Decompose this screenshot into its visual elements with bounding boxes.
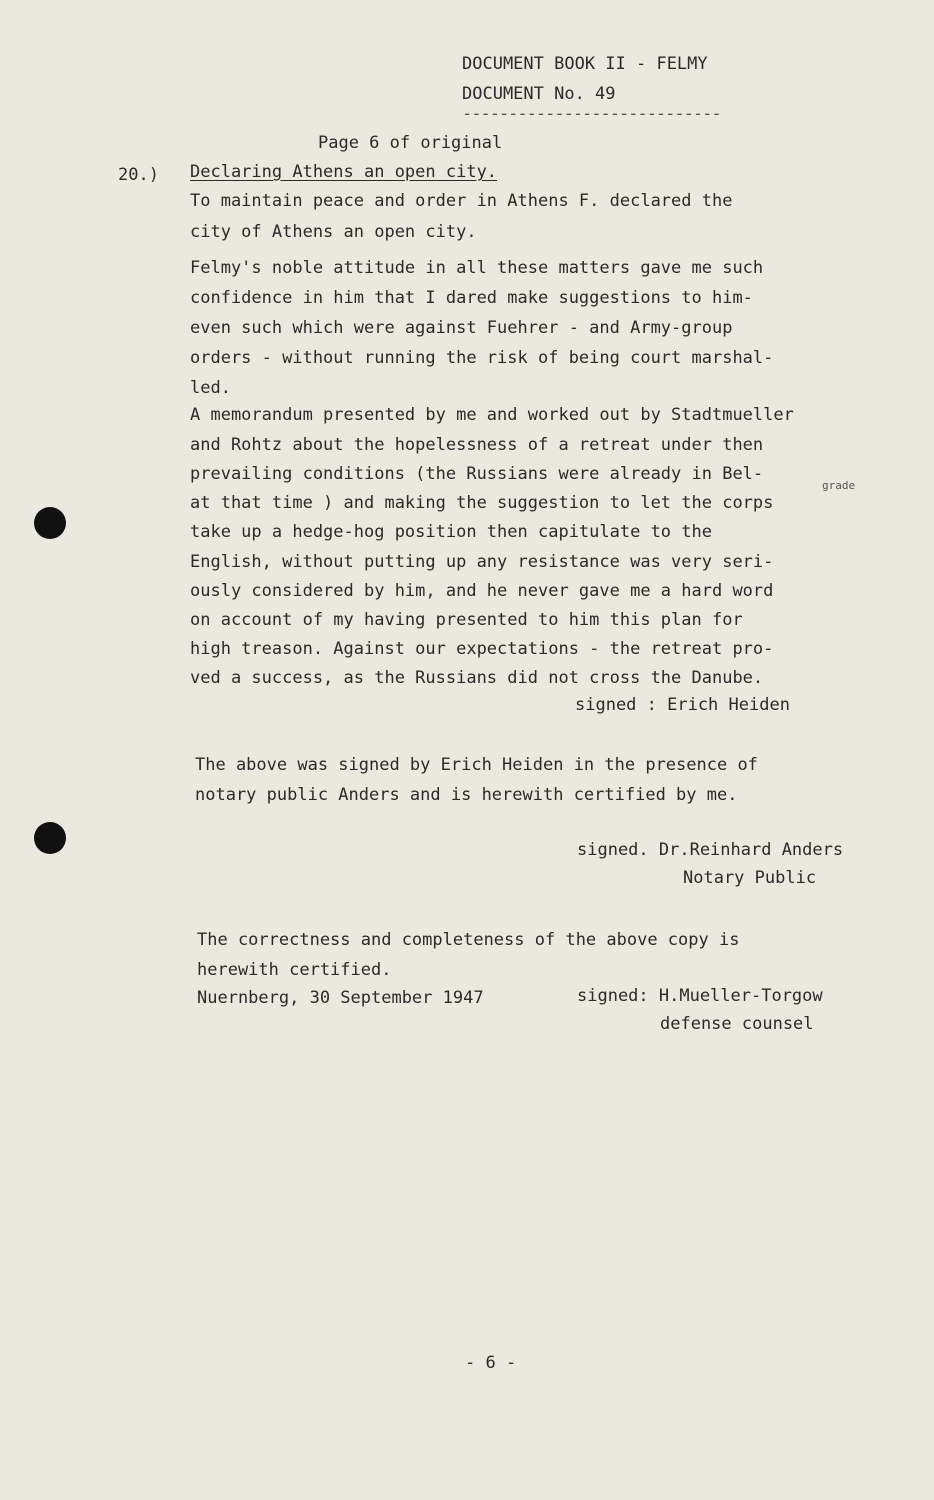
- body-line: city of Athens an open city.: [190, 222, 477, 242]
- counsel-title: defense counsel: [660, 1014, 814, 1034]
- body-line: high treason. Against our expectations - the retreat pro-: [190, 639, 774, 659]
- header-document-number: DOCUMENT No. 49: [462, 84, 616, 104]
- page-number: - 6 -: [465, 1353, 517, 1373]
- header-document-book: DOCUMENT BOOK II - FELMY: [462, 54, 708, 74]
- body-line: take up a hedge-hog position then capitulate to the: [190, 522, 712, 542]
- counsel-signature: signed: H.Mueller-Torgow: [577, 986, 823, 1006]
- belgrade-insert: grade: [822, 479, 856, 492]
- body-line: on account of my having presented to him this plan for: [190, 610, 743, 630]
- item-number: 20.): [118, 165, 159, 185]
- body-line: prevailing conditions (the Russians were already in Bel-: [190, 464, 764, 484]
- body-line: ously considered by him, and he never gave me a hard word: [190, 581, 774, 601]
- item-heading: Declaring Athens an open city.: [190, 162, 498, 182]
- body-line: Felmy's noble attitude in all these matters gave me such: [190, 258, 764, 278]
- body-line: ved a success, as the Russians did not cross the Danube.: [190, 668, 764, 688]
- punch-hole-bottom: [34, 822, 66, 854]
- body-line: led.: [190, 378, 231, 398]
- place-date: Nuernberg, 30 September 1947: [197, 988, 484, 1008]
- body-line: English, without putting up any resistance was very seri-: [190, 552, 774, 572]
- body-line: orders - without running the risk of being court marshal-: [190, 348, 774, 368]
- certification-line: notary public Anders and is herewith certified by me.: [195, 785, 738, 805]
- signature-heiden: signed : Erich Heiden: [575, 695, 790, 715]
- body-line: confidence in him that I dared make suggestions to him-: [190, 288, 753, 308]
- correctness-line: The correctness and completeness of the above copy is: [197, 930, 740, 950]
- body-line: To maintain peace and order in Athens F. declared the: [190, 191, 733, 211]
- notary-signature: signed. Dr.Reinhard Anders: [577, 840, 844, 860]
- body-line: and Rohtz about the hopelessness of a retreat under then: [190, 435, 764, 455]
- notary-title: Notary Public: [683, 868, 817, 888]
- header-rule: ----------------------------: [462, 104, 721, 124]
- certification-line: The above was signed by Erich Heiden in the presence of: [195, 755, 758, 775]
- correctness-line: herewith certified.: [197, 960, 392, 980]
- body-line: at that time ) and making the suggestion to let the corps: [190, 493, 774, 513]
- body-line: A memorandum presented by me and worked out by Stadtmueller: [190, 405, 794, 425]
- punch-hole-top: [34, 507, 66, 539]
- page-reference: Page 6 of original: [318, 133, 503, 153]
- body-line: even such which were against Fuehrer - and Army-group: [190, 318, 733, 338]
